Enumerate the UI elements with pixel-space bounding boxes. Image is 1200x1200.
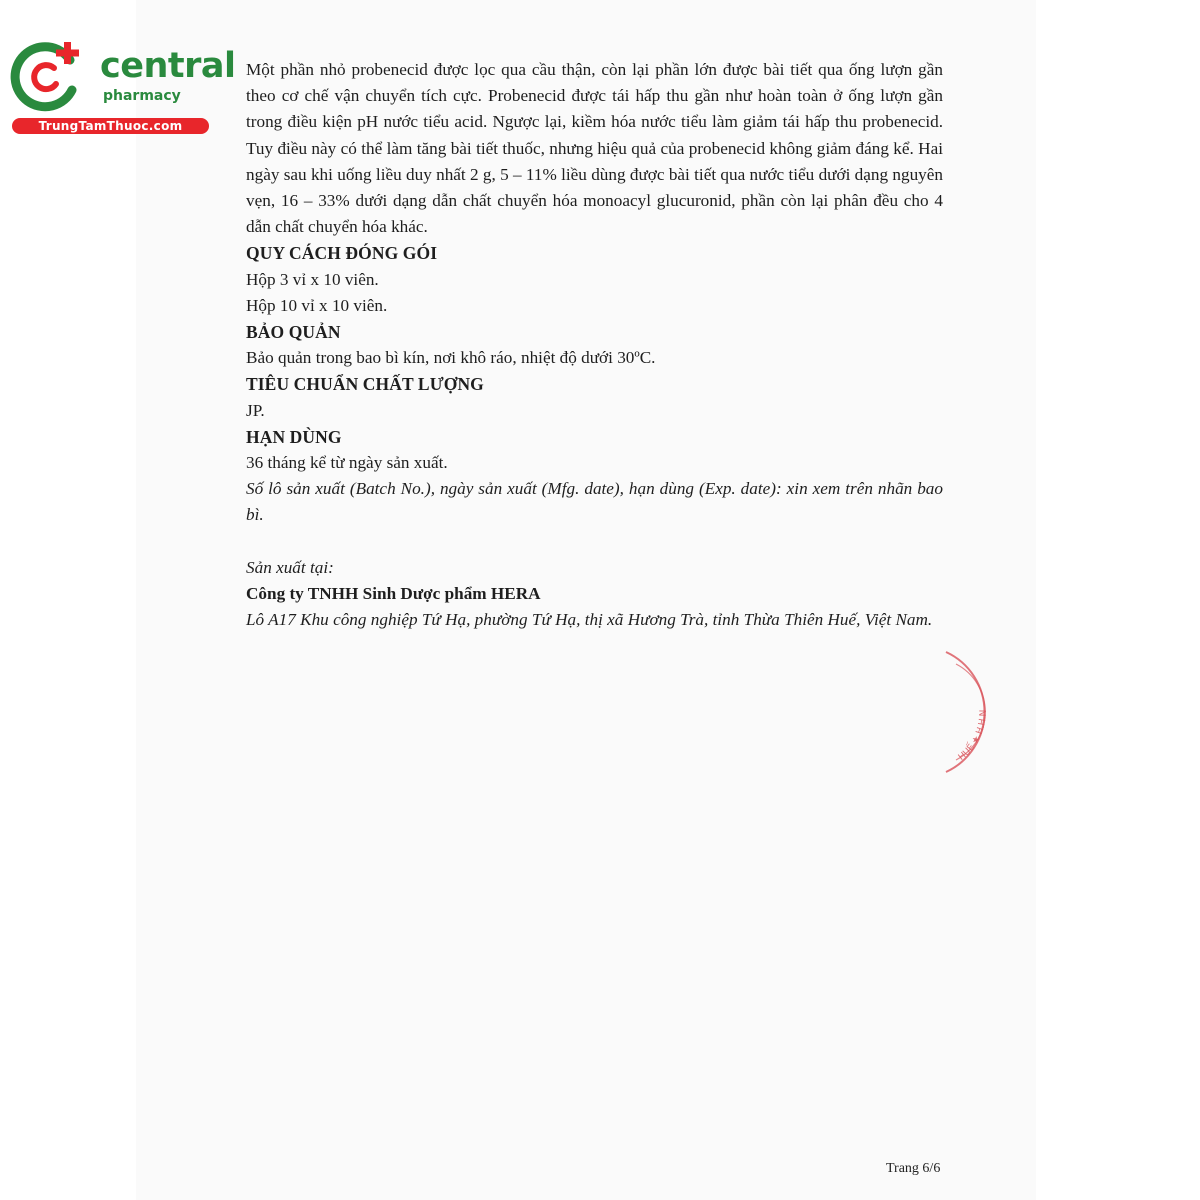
quality-standard-heading: TIÊU CHUẨN CHẤT LƯỢNG [246, 374, 484, 395]
central-pharmacy-logo-icon [10, 38, 92, 112]
packaging-item: Hộp 3 vỉ x 10 viên. [246, 269, 379, 289]
stamp-text: HUẾ ★ H.H.N [956, 709, 989, 763]
expiry-note: Số lô sản xuất (Batch No.), ngày sản xuất (Mfg. date), hạn dùng (Exp. date): xin xem trên nhãn bao bì. [246, 479, 943, 525]
packaging-heading: QUY CÁCH ĐÓNG GÓI [246, 243, 438, 264]
document-body [246, 57, 943, 633]
brand-site-banner[interactable]: TrungTamThuoc.com [12, 118, 209, 134]
svg-text:HUẾ ★ H.H.N [957, 710, 989, 763]
storage-text: Bảo quản trong bao bì kín, nơi khô ráo, nhiệt độ dưới 30ºC. [246, 348, 656, 368]
manufacturer-address: Lô A17 Khu công nghiệp Tứ Hạ, phường Tứ Hạ, thị xã Hương Trà, tỉnh Thừa Thiên Huế, Việt Nam. [246, 610, 933, 630]
manufacturer-label: Sản xuất tại: [246, 557, 334, 577]
brand-name: central [100, 46, 236, 86]
manufacturer-name: Công ty TNHH Sinh Dược phẩm HERA [246, 583, 541, 603]
page-number: Trang 6/6 [886, 1161, 941, 1176]
expiry-text: 36 tháng kể từ ngày sản xuất. [246, 453, 448, 473]
storage-heading: BẢO QUẢN [246, 322, 341, 343]
expiry-heading: HẠN DÙNG [246, 426, 342, 447]
pharmacokinetics-paragraph: Một phần nhỏ probenecid được lọc qua cầu thận, còn lại phần lớn được bài tiết qua ống lượn gần theo cơ chế vận chuyển tích cực. Probenecid được tái hấp thu gần như hoàn toàn ở ống lượn gần trong điều kiện pH nước tiểu acid. Ngược lại, kiềm hóa nước tiểu làm giảm tái hấp thu probenecid. Tuy điều này có thể làm tăng bài tiết thuốc, nhưng hiệu quả của probenecid không giảm đáng kể. Hai ngày sau khi uống liều duy nhất 2 g, 5 – 11% liều dùng được bài tiết qua nước tiểu dưới dạng nguyên vẹn, 16 – 33% dưới dạng dẫn chất chuyển hóa monoacyl glucuronid, phần còn lại phân đều cho 4 dẫn chất chuyển hóa khác. [246, 60, 943, 237]
company-seal-stamp [940, 648, 990, 778]
packaging-item: Hộp 10 vỉ x 10 viên. [246, 295, 388, 315]
brand-subtitle: pharmacy [103, 88, 181, 104]
brand-logo[interactable] [10, 38, 236, 138]
quality-standard-text: JP. [246, 400, 265, 420]
spacer [246, 529, 943, 555]
